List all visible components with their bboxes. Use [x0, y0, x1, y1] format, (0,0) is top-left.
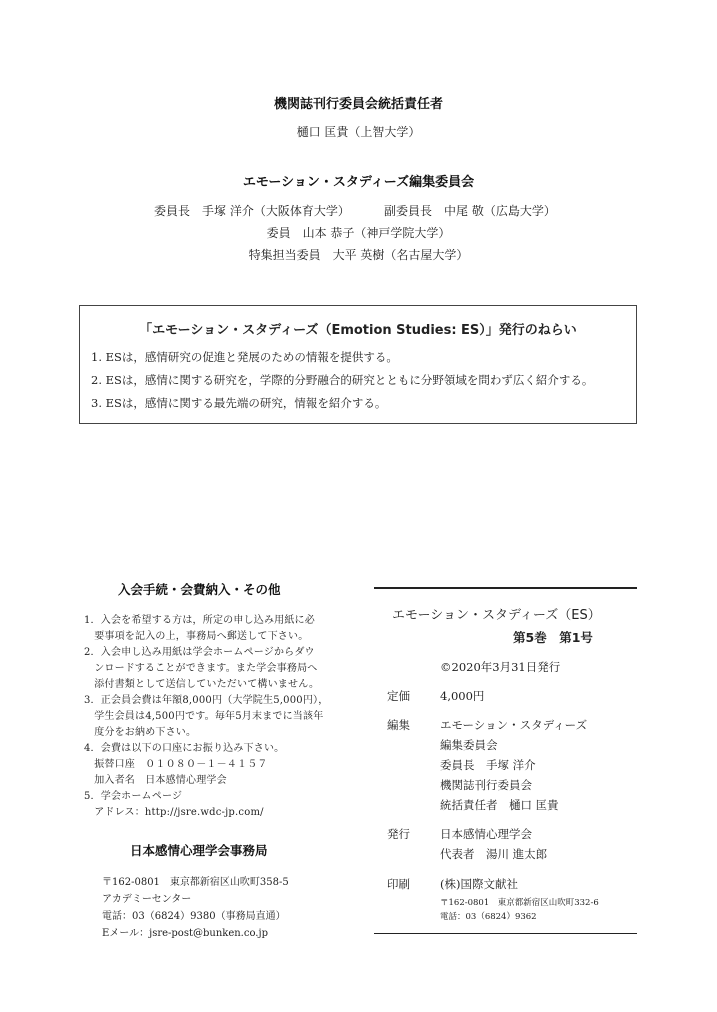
- publication-committee-title: 機関誌刊行委員会統括責任者: [273, 97, 443, 112]
- colophon-printer: (株)国際文献社: [440, 877, 518, 891]
- office-line: Eメール：jsre-post@bunken.co.jp: [102, 928, 268, 939]
- colophon-editor-line: 編集委員会: [440, 738, 498, 752]
- membership-line: 4．会費は以下の口座にお振り込み下さい。: [84, 743, 285, 754]
- colophon-editor-line: 統括責任者 樋口 匡貴: [440, 798, 559, 812]
- colophon-price: 4,000円: [440, 689, 485, 703]
- membership-line: 2．入会申し込み用紙は学会ホームページからダウ: [84, 647, 315, 658]
- aims-title: 「エモーション・スタディーズ（Emotion Studies: ES）」発行のねらい: [139, 323, 577, 338]
- colophon-printer-phone: 電話：03（6824）9362: [440, 912, 537, 922]
- aim-item: 1. ESは，感情研究の促進と発展のための情報を提供する。: [91, 350, 398, 364]
- colophon-bottom-rule: [374, 933, 637, 934]
- membership-line: 加入者名 日本感情心理学会: [84, 775, 227, 786]
- committee-chair: 委員長 手塚 洋介（大阪体育大学）: [154, 204, 350, 218]
- office-line: アカデミーセンター: [102, 894, 192, 905]
- colophon-editor-label: 編集: [387, 718, 410, 732]
- membership-line: 5．学会ホームページ: [84, 791, 183, 802]
- colophon-publisher-line: 日本感情心理学会: [440, 827, 532, 841]
- committee-member: 委員 山本 恭子（神戸学院大学）: [266, 226, 451, 240]
- membership-line: 度分をお納め下さい。: [84, 727, 197, 738]
- office-line: 〒162-0801 東京都新宿区山吹町358-5: [102, 877, 289, 888]
- publication-committee-member: 樋口 匡貴（上智大学）: [296, 125, 421, 139]
- colophon-editor-line: エモーション・スタディーズ: [440, 718, 588, 732]
- colophon-price-label: 定価: [387, 689, 410, 703]
- aim-item: 3. ESは，感情に関する最先端の研究，情報を紹介する。: [91, 396, 387, 410]
- committee-vice-chair: 副委員長 中尾 敬（広島大学）: [384, 204, 556, 218]
- membership-line: 要事項を記入の上，事務局へ郵送して下さい。: [84, 631, 309, 642]
- membership-line: 1．入会を希望する方は，所定の申し込み用紙に必: [84, 615, 315, 626]
- colophon-published-date: ©2020年3月31日発行: [440, 660, 561, 674]
- membership-title: 入会手続・会費納入・その他: [118, 582, 281, 597]
- colophon-publisher-label: 発行: [387, 827, 410, 841]
- editorial-committee-title: エモーション・スタディーズ編集委員会: [242, 175, 475, 190]
- colophon-printer-label: 印刷: [387, 877, 410, 891]
- office-line: 電話：03（6824）9380（事務局直通）: [102, 911, 286, 922]
- membership-line: アドレス：http://jsre.wdc-jp.com/: [84, 807, 264, 818]
- committee-special-member: 特集担当委員 大平 英樹（名古屋大学）: [248, 248, 469, 262]
- office-title: 日本感情心理学会事務局: [130, 843, 268, 858]
- colophon-editor-line: 委員長 手塚 洋介: [440, 758, 536, 772]
- membership-line: ンロードすることができます。また学会事務局へ: [84, 663, 318, 674]
- colophon-volume: 第5巻 第1号: [513, 630, 593, 645]
- colophon-top-rule: [374, 587, 637, 589]
- aim-item: 2. ESは，感情に関する研究を，学際的分野融合的研究とともに分野領域を問わず広く紹介する。: [91, 373, 594, 387]
- membership-line: 振替口座 ０１０８０－１－４１５７: [84, 759, 268, 770]
- aims-box: [79, 305, 637, 424]
- membership-line: 添付書類として送信していただいて構いません。: [84, 679, 320, 690]
- colophon-editor-line: 機関誌刊行委員会: [440, 778, 532, 792]
- colophon-publisher-line: 代表者 湯川 進太郎: [440, 847, 548, 861]
- colophon-journal-title: エモーション・スタディーズ（ES）: [392, 608, 601, 623]
- membership-line: 3．正会員会費は年額8,000円（大学院生5,000円），: [84, 695, 329, 706]
- colophon-printer-address: 〒162-0801 東京都新宿区山吹町332-6: [440, 898, 599, 908]
- membership-line: 学生会員は4,500円です。毎年5月末までに当該年: [84, 711, 324, 722]
